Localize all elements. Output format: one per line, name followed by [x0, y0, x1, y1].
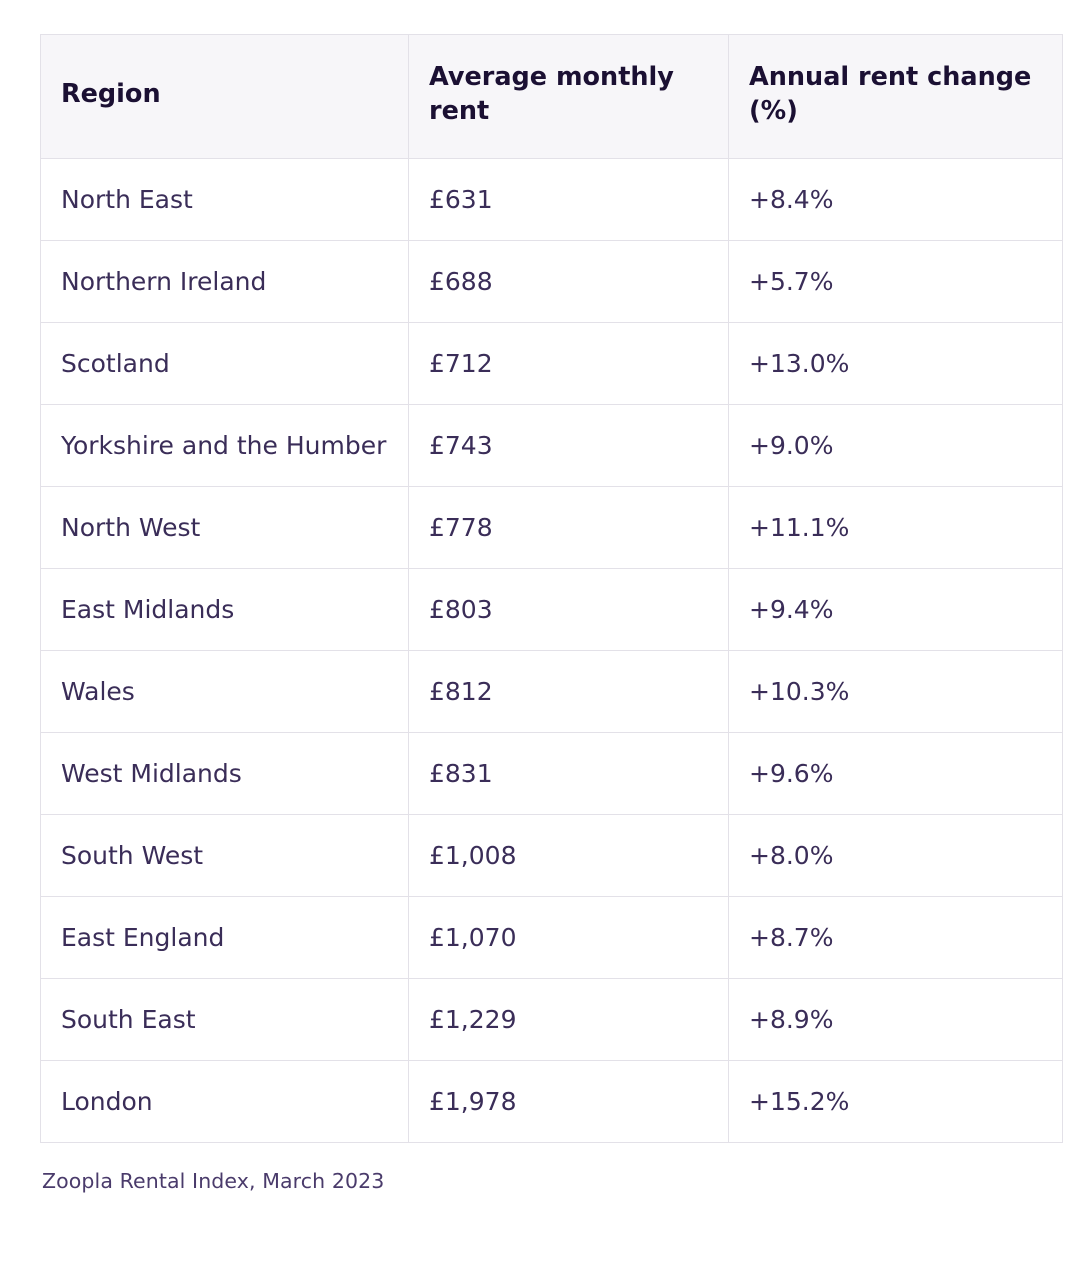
cell-region: Northern Ireland [41, 241, 409, 323]
cell-change: +8.9% [729, 979, 1063, 1061]
cell-rent: £712 [409, 323, 729, 405]
cell-region: West Midlands [41, 733, 409, 815]
cell-rent: £631 [409, 159, 729, 241]
cell-rent: £803 [409, 569, 729, 651]
cell-change: +8.4% [729, 159, 1063, 241]
table-row [41, 897, 1063, 979]
column-header-region: Region [41, 35, 409, 159]
table-row [41, 815, 1063, 897]
cell-change: +11.1% [729, 487, 1063, 569]
cell-change: +9.6% [729, 733, 1063, 815]
cell-rent: £1,008 [409, 815, 729, 897]
table-row [41, 733, 1063, 815]
cell-change: +8.7% [729, 897, 1063, 979]
cell-region: London [41, 1061, 409, 1143]
cell-change: +9.4% [729, 569, 1063, 651]
cell-change: +9.0% [729, 405, 1063, 487]
cell-region: Scotland [41, 323, 409, 405]
cell-rent: £831 [409, 733, 729, 815]
cell-region: East England [41, 897, 409, 979]
cell-rent: £812 [409, 651, 729, 733]
column-header-annual-rent-change: Annual rent change (%) [729, 35, 1063, 159]
rent-table [40, 34, 1063, 1143]
table-row [41, 651, 1063, 733]
cell-region: Yorkshire and the Humber [41, 405, 409, 487]
cell-rent: £1,070 [409, 897, 729, 979]
cell-change: +8.0% [729, 815, 1063, 897]
cell-region: North West [41, 487, 409, 569]
cell-rent: £743 [409, 405, 729, 487]
cell-rent: £1,978 [409, 1061, 729, 1143]
table-caption: Zoopla Rental Index, March 2023 [42, 1169, 385, 1194]
table-row [41, 405, 1063, 487]
table-row [41, 323, 1063, 405]
table-row [41, 979, 1063, 1061]
column-header-average-monthly-rent: Average monthly rent [409, 35, 729, 159]
table-header-row [41, 35, 1063, 159]
cell-rent: £1,229 [409, 979, 729, 1061]
cell-region: East Midlands [41, 569, 409, 651]
cell-region: South West [41, 815, 409, 897]
table-body [41, 159, 1063, 1143]
cell-change: +13.0% [729, 323, 1063, 405]
cell-region: Wales [41, 651, 409, 733]
cell-rent: £778 [409, 487, 729, 569]
table-row [41, 159, 1063, 241]
cell-change: +5.7% [729, 241, 1063, 323]
table-header [41, 35, 1063, 159]
table-row [41, 487, 1063, 569]
cell-change: +15.2% [749, 1086, 850, 1116]
cell-region: North East [41, 159, 409, 241]
table-row [41, 1061, 1063, 1143]
table-row [41, 569, 1063, 651]
cell-change: +10.3% [729, 651, 1063, 733]
cell-region: South East [41, 979, 409, 1061]
table-row [41, 241, 1063, 323]
cell-rent: £688 [409, 241, 729, 323]
